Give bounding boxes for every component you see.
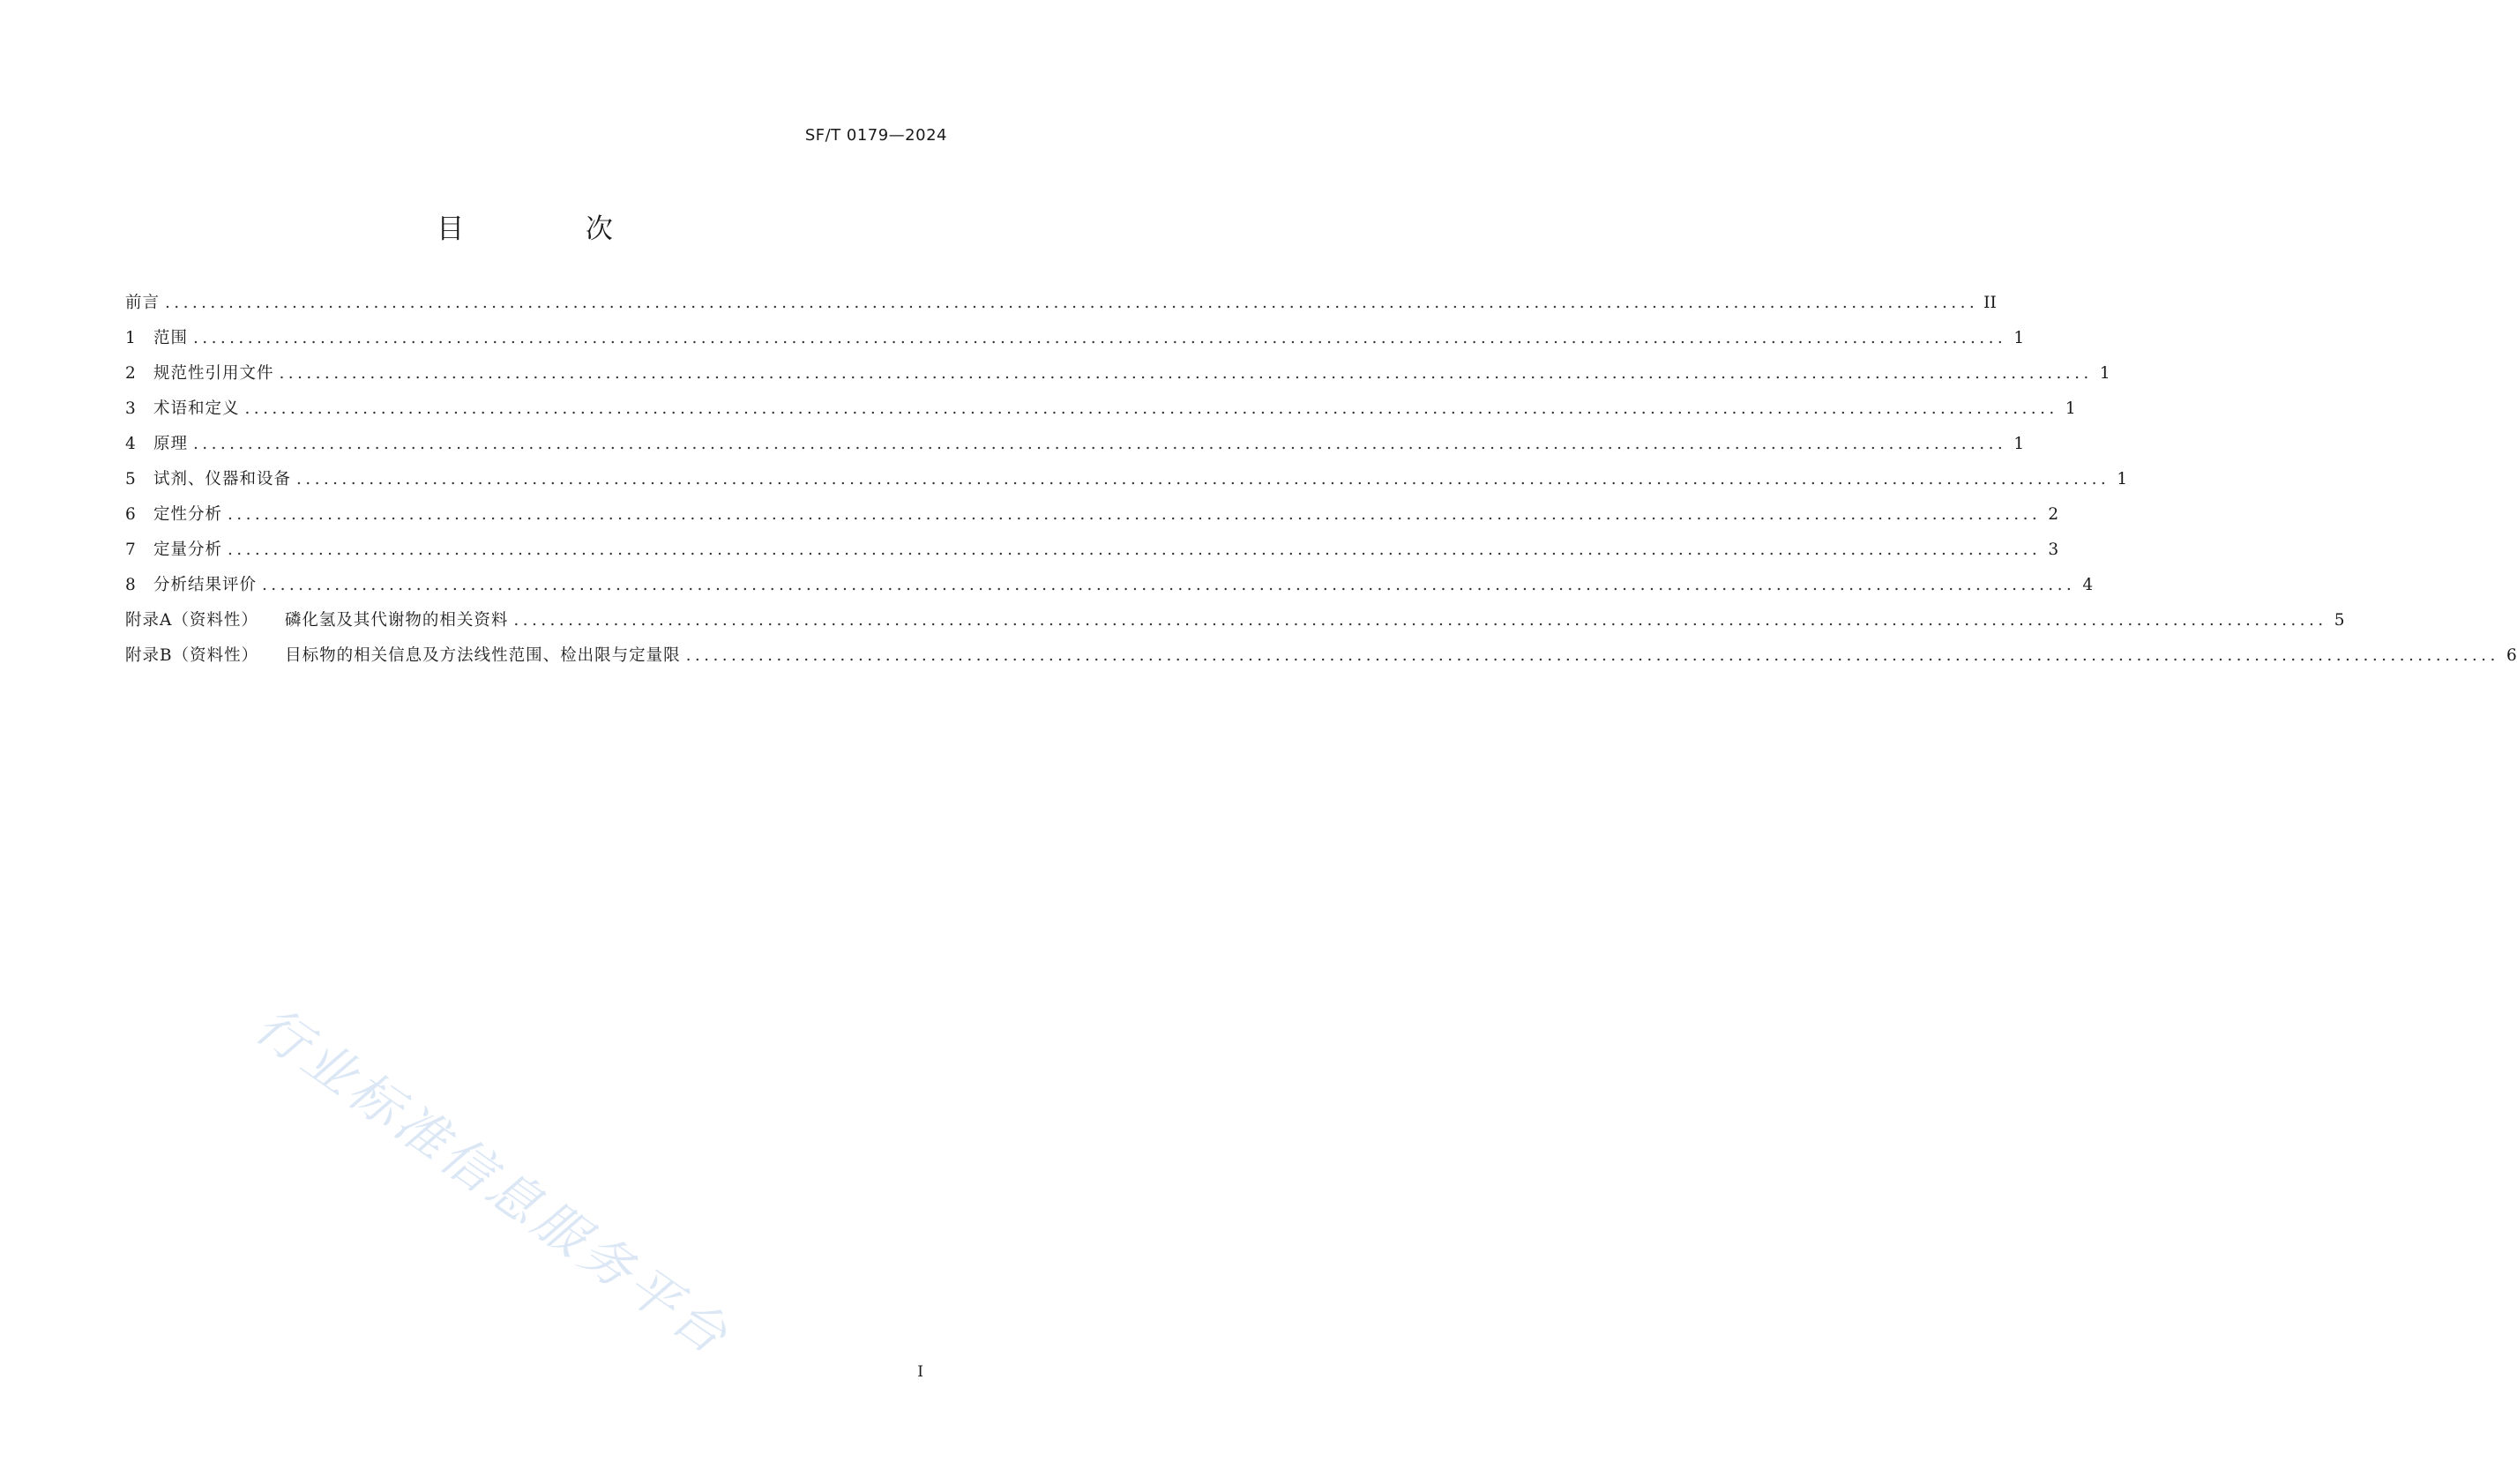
- toc-entry-page: 2: [2048, 505, 2059, 524]
- toc-entry-label: [153, 427, 188, 462]
- toc-entry-page: 6: [2506, 646, 2517, 665]
- toc-entry-label-title: 磷化氢及其代谢物的相关资料: [284, 611, 509, 630]
- toc-entry-label-main: 前言: [125, 294, 161, 312]
- toc-entry[interactable]: [125, 497, 2059, 533]
- toc-entry-label-title: 目标物的相关信息及方法线性范围、检出限与定量限: [285, 646, 681, 665]
- toc-entry-label: [153, 533, 222, 568]
- toc-entry-label-main: 定性分析: [153, 505, 223, 524]
- toc-entry-number: 2: [125, 364, 136, 383]
- toc-entry-label: [153, 392, 240, 427]
- toc-entry[interactable]: [125, 392, 2076, 427]
- toc-entry-label: [125, 286, 160, 321]
- table-of-contents: [125, 286, 2517, 674]
- toc-title: 目 次: [437, 213, 669, 245]
- toc-entry-label-main: 附录B（资料性）: [125, 646, 259, 665]
- toc-entry-number: 6: [125, 505, 136, 524]
- toc-entry[interactable]: [125, 427, 2025, 462]
- toc-entry-number: 7: [125, 541, 136, 559]
- toc-entry-label: [153, 356, 274, 392]
- toc-leader-dots: ........................................................................................................................................................................................................: [513, 611, 2327, 630]
- toc-entry-page: II: [1983, 294, 1997, 312]
- toc-entry-label: [125, 603, 508, 638]
- toc-entry-label: [153, 462, 291, 497]
- toc-entry-label-main: 规范性引用文件: [153, 364, 274, 383]
- toc-entry-page: 5: [2334, 611, 2345, 630]
- toc-leader-dots: ........................................................................................................................................................................................................: [262, 576, 2076, 594]
- toc-entry-page: 1: [2013, 435, 2025, 453]
- toc-entry-number: 4: [125, 435, 136, 453]
- toc-entry-page: 1: [2065, 399, 2076, 418]
- toc-entry-page: 4: [2082, 576, 2094, 594]
- toc-entry-number: 8: [125, 576, 136, 594]
- toc-entry-label-main: 试剂、仪器和设备: [153, 470, 292, 488]
- toc-entry-number: 3: [125, 399, 136, 418]
- toc-entry-label: [153, 321, 188, 356]
- toc-entry-page: 1: [2117, 470, 2128, 488]
- toc-entry-label-main: 定量分析: [153, 541, 223, 559]
- toc-entry-label-main: 原理: [153, 435, 189, 453]
- toc-entry[interactable]: [125, 638, 2517, 674]
- toc-entry-label: [153, 497, 222, 533]
- toc-leader-dots: ........................................................................................................................................................................................................: [244, 399, 2058, 418]
- toc-entry-label-main: 分析结果评价: [153, 576, 258, 594]
- toc-entry[interactable]: [125, 356, 2110, 392]
- toc-entry-label-main: 术语和定义: [153, 399, 240, 418]
- toc-entry[interactable]: [125, 462, 2128, 497]
- toc-entry-label: [125, 638, 681, 674]
- toc-entry[interactable]: [125, 286, 1997, 321]
- toc-entry-page: 1: [2099, 364, 2110, 383]
- toc-entry[interactable]: [125, 603, 2345, 638]
- toc-entry[interactable]: [125, 568, 2094, 603]
- toc-leader-dots: ........................................................................................................................................................................................................: [165, 294, 1979, 312]
- document-code: SF/T 0179—2024: [804, 126, 947, 145]
- toc-leader-dots: ........................................................................................................................................................................................................: [228, 541, 2042, 559]
- toc-entry-label: [153, 568, 257, 603]
- toc-entry-label-main: 范围: [153, 329, 189, 347]
- toc-leader-dots: ........................................................................................................................................................................................................: [296, 470, 2110, 488]
- toc-leader-dots: ........................................................................................................................................................................................................: [228, 505, 2042, 524]
- toc-entry[interactable]: [125, 321, 2025, 356]
- toc-entry-page: 3: [2048, 541, 2059, 559]
- toc-entry-label-main: 附录A（资料性）: [125, 611, 258, 630]
- toc-entry[interactable]: [125, 533, 2059, 568]
- toc-leader-dots: ........................................................................................................................................................................................................: [193, 435, 2007, 453]
- toc-leader-dots: ........................................................................................................................................................................................................: [685, 646, 2499, 665]
- watermark: 行业标准信息服务平台: [244, 995, 742, 1368]
- toc-entry-number: 5: [125, 470, 136, 488]
- page-number: I: [917, 1363, 923, 1381]
- toc-entry-page: 1: [2013, 329, 2025, 347]
- toc-entry-number: 1: [125, 329, 136, 347]
- toc-leader-dots: ........................................................................................................................................................................................................: [279, 364, 2093, 383]
- toc-leader-dots: ........................................................................................................................................................................................................: [193, 329, 2007, 347]
